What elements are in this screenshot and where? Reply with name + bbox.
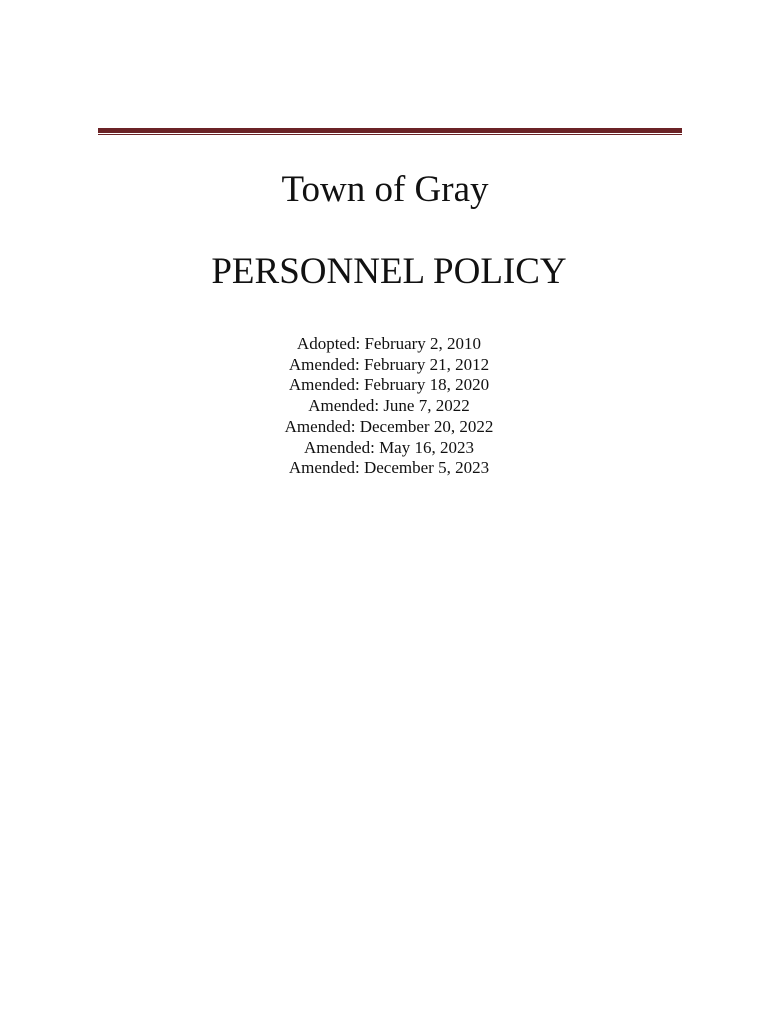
revision-entry-amended: Amended: February 18, 2020 bbox=[288, 375, 490, 395]
header-rule-thick bbox=[98, 128, 682, 133]
revision-entry-amended: Amended: February 21, 2012 bbox=[288, 354, 490, 374]
document-title: PERSONNEL POLICY bbox=[211, 251, 567, 292]
revision-entry-adopted: Adopted: February 2, 2010 bbox=[296, 334, 482, 353]
header-rule-thin bbox=[98, 134, 682, 135]
revision-entry-amended: Amended: December 20, 2022 bbox=[284, 416, 494, 436]
revision-history bbox=[0, 334, 770, 479]
revision-entry-amended: Amended: June 7, 2022 bbox=[308, 396, 470, 416]
revision-entry-amended: Amended: May 16, 2023 bbox=[304, 437, 474, 457]
revision-entry-amended: Amended: December 5, 2023 bbox=[288, 458, 490, 478]
organization-name: Town of Gray bbox=[281, 169, 489, 210]
header-rule bbox=[98, 128, 682, 136]
